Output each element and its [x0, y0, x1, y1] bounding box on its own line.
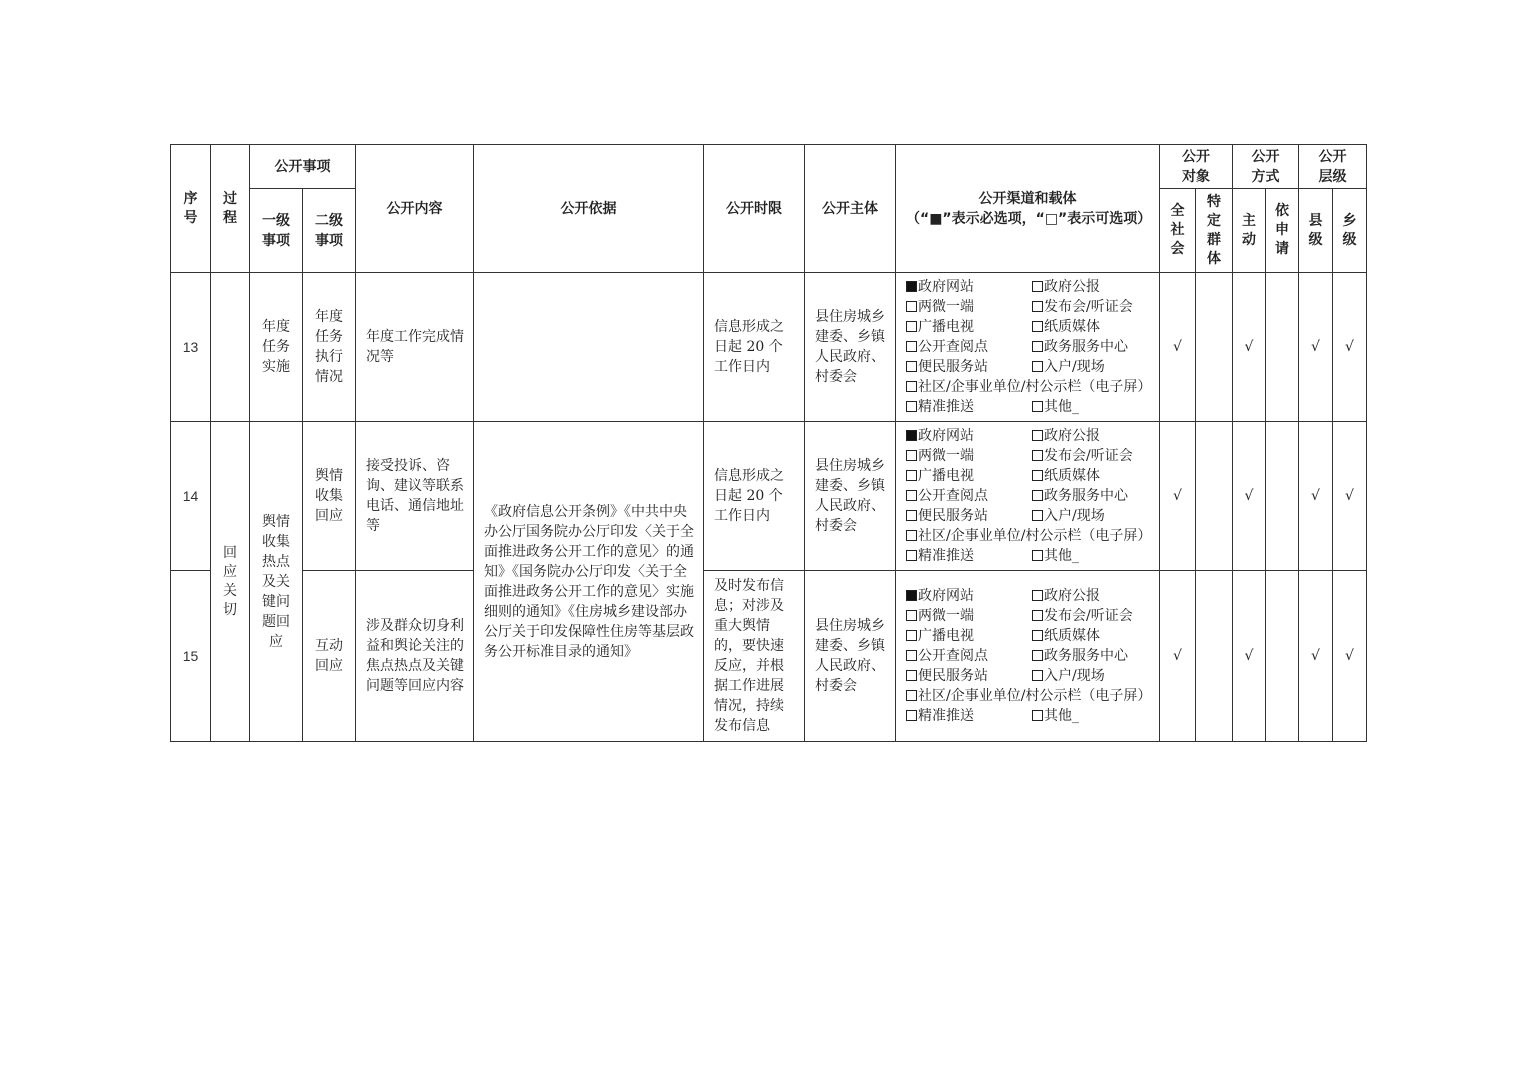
channel-option: [906, 357, 1032, 377]
channel-option: [906, 486, 1032, 506]
row-seq: 14: [171, 422, 211, 571]
channel-option-label: 公开查阅点: [918, 339, 988, 355]
empty-square-icon: [1032, 710, 1043, 721]
header-mode: 公开方式: [1233, 145, 1299, 189]
channel-option-label: 社区/企事业单位/村公示栏（电子屏）: [918, 379, 1152, 395]
channel-options-list: [906, 586, 1159, 726]
empty-square-icon: [1032, 281, 1043, 292]
channel-option-label: 政府公报: [1044, 279, 1100, 295]
channel-option-label: 发布会/听证会: [1044, 448, 1133, 464]
channel-option: [1032, 426, 1156, 446]
channel-option-label: 发布会/听证会: [1044, 299, 1133, 315]
empty-square-icon: [1032, 630, 1043, 641]
row-mode-request: [1266, 422, 1299, 571]
row-level2: 舆情收集回应: [303, 422, 356, 571]
empty-square-icon: [906, 650, 917, 661]
row-content: 接受投诉、咨询、建议等联系电话、通信地址等: [356, 422, 474, 571]
channel-option-label: 公开查阅点: [918, 648, 988, 664]
channel-option: [906, 586, 1032, 606]
channel-option-label: 纸质媒体: [1044, 628, 1100, 644]
channel-option-label: 入户/现场: [1044, 668, 1105, 684]
channel-option-label: 政府网站: [918, 279, 974, 295]
channel-option-label: 两微一端: [918, 299, 974, 315]
channel-option-label: 广播电视: [918, 468, 974, 484]
row-mode-active: √: [1233, 273, 1266, 422]
row-channels: [896, 571, 1160, 742]
empty-square-icon: [1032, 321, 1043, 332]
channel-option: [906, 526, 1156, 546]
channel-option: [1032, 317, 1156, 337]
row-level-town: √: [1333, 422, 1367, 571]
table-row: [171, 571, 1367, 742]
channel-option-label: 其他_: [1044, 548, 1079, 564]
table-row: [171, 422, 1367, 571]
channel-option: [906, 546, 1032, 566]
channel-option-label: 精准推送: [918, 548, 974, 564]
empty-square-icon: [906, 450, 917, 461]
channel-option: [1032, 486, 1156, 506]
header-target: 公开对象: [1160, 145, 1233, 189]
header-level1: 一级事项: [250, 189, 303, 273]
row-process: [211, 273, 250, 422]
empty-square-icon: [906, 490, 917, 501]
channel-option-label: 其他_: [1044, 708, 1079, 724]
row-level-county: √: [1299, 422, 1333, 571]
channel-option: [1032, 357, 1156, 377]
channel-option: [1032, 706, 1156, 726]
empty-square-icon: [1032, 590, 1043, 601]
row-level2: 互动回应: [303, 571, 356, 742]
empty-square-icon: [1032, 361, 1043, 372]
row-level-town: √: [1333, 273, 1367, 422]
header-basis: 公开依据: [474, 145, 704, 273]
channel-option: [906, 317, 1032, 337]
row-target-specific: [1196, 422, 1233, 571]
header-mode-active: 主动: [1233, 189, 1266, 273]
header-level2: 二级事项: [303, 189, 356, 273]
empty-square-icon: [906, 550, 917, 561]
channel-option-label: 便民服务站: [918, 508, 988, 524]
channel-option-label: 政府网站: [918, 588, 974, 604]
empty-square-icon: [1032, 670, 1043, 681]
channel-option: [906, 646, 1032, 666]
empty-square-icon: [906, 530, 917, 541]
header-channels-note: （“■”表示必选项，“□”表示可选项）: [906, 210, 1152, 227]
empty-square-icon: [906, 341, 917, 352]
row-mode-request: [1266, 571, 1299, 742]
channel-option: [906, 606, 1032, 626]
row-content: 涉及群众切身利益和舆论关注的焦点热点及关键问题等回应内容: [356, 571, 474, 742]
row-subject: 县住房城乡建委、乡镇人民政府、村委会: [805, 273, 896, 422]
row-subject: 县住房城乡建委、乡镇人民政府、村委会: [805, 422, 896, 571]
row-level-county: √: [1299, 273, 1333, 422]
channel-option: [906, 297, 1032, 317]
header-subject: 公开主体: [805, 145, 896, 273]
row-basis: 《政府信息公开条例》《中共中央办公厅国务院办公厅印发〈关于全面推进政务公开工作的意见〉的通知》《国务院办公厅印发〈关于全面推进政务公开工作的意见〉实施细则的通知》《住房城乡建设部办公厅关于印发保障性住房等基层政务公开标准目录的通知》: [474, 422, 704, 742]
row-time-limit: 信息形成之日起 20 个工作日内: [704, 273, 805, 422]
channel-option: [906, 706, 1032, 726]
row-target-specific: [1196, 273, 1233, 422]
channel-option-label: 政府公报: [1044, 588, 1100, 604]
header-target-all: 全社会: [1160, 189, 1196, 273]
channel-option: [1032, 626, 1156, 646]
row-mode-request: [1266, 273, 1299, 422]
header-channels-title: 公开渠道和载体: [978, 190, 1077, 207]
channel-option-label: 便民服务站: [918, 668, 988, 684]
row-basis: [474, 273, 704, 422]
row-level1: 年度任务实施: [250, 273, 303, 422]
channel-option-label: 政务服务中心: [1044, 488, 1128, 504]
header-level-county: 县级: [1299, 189, 1333, 273]
channel-options-list: [906, 277, 1159, 417]
channel-option-label: 两微一端: [918, 448, 974, 464]
channel-option: [1032, 446, 1156, 466]
channel-option-label: 社区/企事业单位/村公示栏（电子屏）: [918, 688, 1152, 704]
header-seq: 序号: [171, 145, 211, 273]
row-channels: [896, 422, 1160, 571]
channel-option-label: 纸质媒体: [1044, 319, 1100, 335]
empty-square-icon: [906, 470, 917, 481]
row-target-all: √: [1160, 571, 1196, 742]
channel-option: [906, 377, 1156, 397]
channel-option: [906, 397, 1032, 417]
channel-option: [1032, 586, 1156, 606]
channel-option: [906, 446, 1032, 466]
channel-option: [906, 277, 1032, 297]
channel-option-label: 社区/企事业单位/村公示栏（电子屏）: [918, 528, 1152, 544]
header-process: 过程: [211, 145, 250, 273]
row-seq: 13: [171, 273, 211, 422]
channel-option: [906, 426, 1032, 446]
channel-option-label: 政务服务中心: [1044, 648, 1128, 664]
filled-square-icon: [906, 281, 917, 292]
empty-square-icon: [1032, 470, 1043, 481]
disclosure-standard-table: [170, 144, 1367, 742]
empty-square-icon: [1032, 610, 1043, 621]
channel-option: [906, 337, 1032, 357]
empty-square-icon: [906, 401, 917, 412]
channel-option: [1032, 666, 1156, 686]
empty-square-icon: [1032, 650, 1043, 661]
header-level-town: 乡级: [1333, 189, 1367, 273]
channel-option: [906, 666, 1032, 686]
empty-square-icon: [906, 301, 917, 312]
row-level-town: √: [1333, 571, 1367, 742]
row-channels: [896, 273, 1160, 422]
row-level2: 年度任务执行情况: [303, 273, 356, 422]
header-content: 公开内容: [356, 145, 474, 273]
table-row: [171, 273, 1367, 422]
empty-square-icon: [906, 510, 917, 521]
channel-option-label: 便民服务站: [918, 359, 988, 375]
channel-option: [1032, 606, 1156, 626]
row-process: 回应关切: [211, 422, 250, 742]
channel-option: [1032, 466, 1156, 486]
header-time-limit: 公开时限: [704, 145, 805, 273]
channel-option-label: 入户/现场: [1044, 359, 1105, 375]
channel-option-label: 精准推送: [918, 708, 974, 724]
channel-option: [1032, 337, 1156, 357]
empty-square-icon: [906, 690, 917, 701]
channel-option: [906, 506, 1032, 526]
header-matters: 公开事项: [250, 145, 356, 189]
channel-option-label: 纸质媒体: [1044, 468, 1100, 484]
channel-option: [1032, 506, 1156, 526]
channel-option-label: 广播电视: [918, 319, 974, 335]
channel-option-label: 政府公报: [1044, 428, 1100, 444]
channel-options-list: [906, 426, 1159, 566]
header-target-specific: 特定群体: [1196, 189, 1233, 273]
channel-option: [906, 466, 1032, 486]
channel-option: [1032, 397, 1156, 417]
channel-option-label: 广播电视: [918, 628, 974, 644]
header-channels: [896, 145, 1160, 273]
empty-square-icon: [906, 381, 917, 392]
empty-square-icon: [1032, 301, 1043, 312]
empty-square-icon: [906, 321, 917, 332]
empty-square-icon: [906, 670, 917, 681]
channel-option: [906, 686, 1156, 706]
channel-option: [1032, 297, 1156, 317]
row-target-all: √: [1160, 422, 1196, 571]
empty-square-icon: [1032, 450, 1043, 461]
empty-square-icon: [906, 361, 917, 372]
channel-option-label: 公开查阅点: [918, 488, 988, 504]
empty-square-icon: [1032, 490, 1043, 501]
empty-square-icon: [1032, 550, 1043, 561]
row-seq: 15: [171, 571, 211, 742]
channel-option-label: 政府网站: [918, 428, 974, 444]
row-level-county: √: [1299, 571, 1333, 742]
row-target-all: √: [1160, 273, 1196, 422]
empty-square-icon: [1032, 341, 1043, 352]
channel-option: [906, 626, 1032, 646]
filled-square-icon: [906, 430, 917, 441]
filled-square-icon: [906, 590, 917, 601]
channel-option: [1032, 646, 1156, 666]
channel-option: [1032, 546, 1156, 566]
row-level1: 舆情收集热点及关键问题回应: [250, 422, 303, 742]
channel-option-label: 政务服务中心: [1044, 339, 1128, 355]
channel-option-label: 入户/现场: [1044, 508, 1105, 524]
empty-square-icon: [906, 630, 917, 641]
row-time-limit: 信息形成之日起 20 个工作日内: [704, 422, 805, 571]
empty-square-icon: [1032, 430, 1043, 441]
empty-square-icon: [1032, 401, 1043, 412]
channel-option-label: 两微一端: [918, 608, 974, 624]
channel-option-label: 其他_: [1044, 399, 1079, 415]
row-target-specific: [1196, 571, 1233, 742]
channel-option-label: 精准推送: [918, 399, 974, 415]
row-mode-active: √: [1233, 571, 1266, 742]
row-content: 年度工作完成情况等: [356, 273, 474, 422]
header-mode-request: 依申请: [1266, 189, 1299, 273]
row-time-limit: 及时发布信息；对涉及重大舆情的，要快速反应，并根据工作进展情况，持续发布信息: [704, 571, 805, 742]
empty-square-icon: [906, 710, 917, 721]
empty-square-icon: [1032, 510, 1043, 521]
header-level: 公开层级: [1299, 145, 1367, 189]
row-subject: 县住房城乡建委、乡镇人民政府、村委会: [805, 571, 896, 742]
row-mode-active: √: [1233, 422, 1266, 571]
channel-option: [1032, 277, 1156, 297]
channel-option-label: 发布会/听证会: [1044, 608, 1133, 624]
empty-square-icon: [906, 610, 917, 621]
